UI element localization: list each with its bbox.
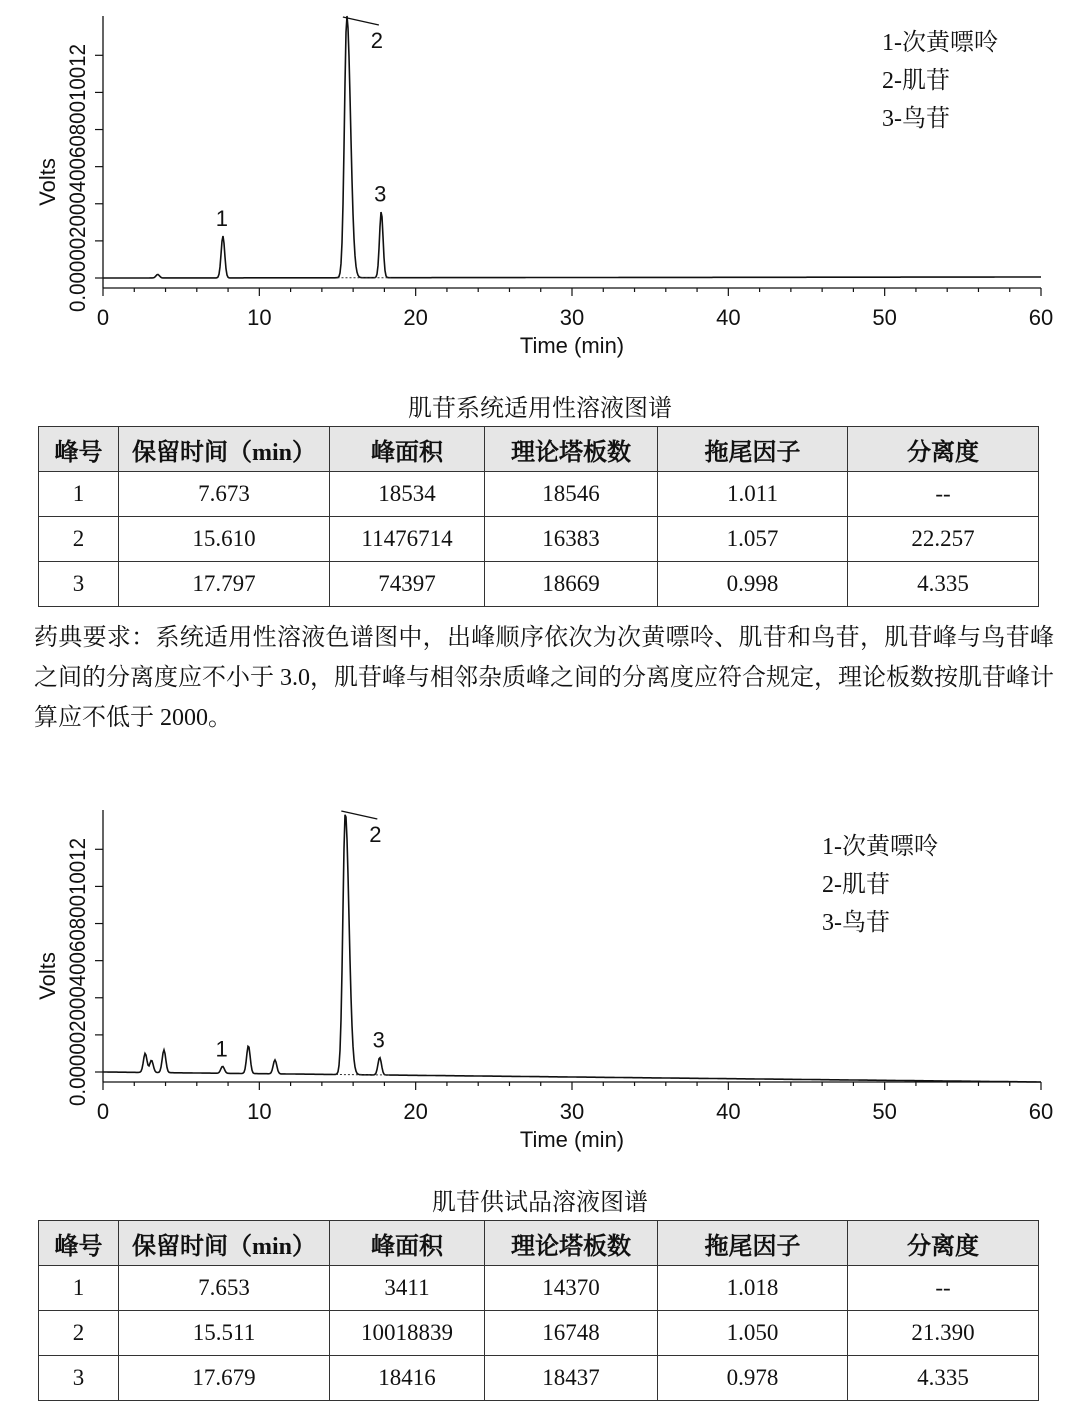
x-tick-label: 40	[716, 305, 741, 330]
cell: 0.998	[658, 562, 848, 607]
cell: 22.257	[848, 517, 1039, 562]
cell: 74397	[330, 562, 485, 607]
header-retention-time: 保留时间（min）	[119, 427, 330, 472]
x-tick-label: 40	[716, 1099, 741, 1124]
legend-item: 2-肌苷	[882, 68, 950, 94]
header-peak-area: 峰面积	[330, 427, 485, 472]
table-row	[39, 517, 1039, 562]
x-tick-label: 50	[872, 305, 897, 330]
chart-legend	[882, 24, 998, 138]
cell: 16748	[485, 1311, 658, 1356]
cell: 1.011	[658, 472, 848, 517]
table-header-row	[39, 427, 1039, 472]
peak-label: 2	[369, 822, 382, 847]
cell: 10018839	[330, 1311, 485, 1356]
cell: 2	[39, 1311, 119, 1356]
table-row	[39, 562, 1039, 607]
x-tick-label: 60	[1028, 305, 1054, 330]
chart-caption: 肌苷供试品溶液图谱	[432, 1190, 648, 1216]
pharmacopoeia-requirement-note: 药典要求：系统适用性溶液色谱图中，出峰顺序依次为次黄嘌呤、肌苷和鸟苷，肌苷峰与鸟苷峰之间的分离度应不小于 3.0，肌苷峰与相邻杂质峰之间的分离度应符合规定，理论板数按肌苷峰计算应不低于 2000。	[34, 625, 1054, 731]
header-tailing-factor: 拖尾因子	[658, 1221, 848, 1266]
header-peak-no: 峰号	[39, 1221, 119, 1266]
cell: 21.390	[848, 1311, 1039, 1356]
chromatogram-test-solution	[0, 794, 1080, 1164]
header-peak-area: 峰面积	[330, 1221, 485, 1266]
table-row	[39, 1311, 1039, 1356]
x-tick-label: 20	[403, 305, 428, 330]
peak-label: 2	[370, 28, 384, 53]
peak-label: 3	[372, 1027, 385, 1053]
cell: 4.335	[848, 562, 1039, 607]
table-row	[39, 472, 1039, 517]
x-tick-label: 60	[1028, 1099, 1054, 1124]
cell: 1.018	[658, 1266, 848, 1311]
cell: --	[848, 472, 1039, 517]
peak-label: 1	[215, 1036, 228, 1062]
x-tick-label: 10	[247, 305, 272, 330]
cell: 7.673	[119, 472, 330, 517]
header-theoretical-plates: 理论塔板数	[485, 1221, 658, 1266]
table-row	[39, 1356, 1039, 1401]
cell: 18669	[485, 562, 658, 607]
cell: 11476714	[330, 517, 485, 562]
cell: 17.679	[119, 1356, 330, 1401]
cell: 17.797	[119, 562, 330, 607]
cell: 4.335	[848, 1356, 1039, 1401]
table-row	[39, 1266, 1039, 1311]
header-peak-no: 峰号	[39, 427, 119, 472]
x-tick-label: 0	[96, 1099, 110, 1124]
cell: 3	[39, 562, 119, 607]
cell: 1	[39, 472, 119, 517]
cell: 1	[39, 1266, 119, 1311]
peak-label: 1	[215, 205, 229, 231]
x-axis-title: Time (min)	[519, 333, 625, 358]
cell: 1.057	[658, 517, 848, 562]
chromatogram-system-suitability	[0, 0, 1080, 370]
legend-item: 2-肌苷	[822, 872, 890, 898]
cell: 15.610	[119, 517, 330, 562]
header-resolution: 分离度	[848, 1221, 1039, 1266]
cell: 1.050	[658, 1311, 848, 1356]
chart-legend	[822, 828, 938, 942]
cell: 18534	[330, 472, 485, 517]
legend-item: 3-鸟苷	[822, 910, 890, 936]
x-axis-title: Time (min)	[519, 1127, 625, 1152]
x-tick-label: 20	[403, 1099, 428, 1124]
x-tick-label: 30	[559, 305, 585, 330]
x-tick-label: 30	[559, 1099, 585, 1124]
cell: 18546	[485, 472, 658, 517]
peak-label: 3	[374, 181, 387, 207]
cell: 15.511	[119, 1311, 330, 1356]
cell: 2	[39, 517, 119, 562]
header-retention-time: 保留时间（min）	[119, 1221, 330, 1266]
y-axis-title: Volts	[35, 952, 60, 1000]
legend-item: 1-次黄嘌呤	[882, 30, 998, 56]
x-tick-label: 50	[872, 1099, 897, 1124]
header-resolution: 分离度	[848, 427, 1039, 472]
cell: 18416	[330, 1356, 485, 1401]
x-tick-label: 10	[247, 1099, 272, 1124]
cell: 3	[39, 1356, 119, 1401]
legend-item: 1-次黄嘌呤	[822, 834, 938, 860]
x-tick-label: 0	[96, 305, 110, 330]
cell: 7.653	[119, 1266, 330, 1311]
cell: --	[848, 1266, 1039, 1311]
chart-caption: 肌苷系统适用性溶液图谱	[408, 396, 672, 422]
cell: 14370	[485, 1266, 658, 1311]
cell: 18437	[485, 1356, 658, 1401]
y-tick-labels: 0.0000020004006080010012	[65, 24, 90, 312]
cell: 0.978	[658, 1356, 848, 1401]
y-tick-labels: 0.0000020004006080010012	[65, 818, 90, 1106]
cell: 3411	[330, 1266, 485, 1311]
table-header-row	[39, 1221, 1039, 1266]
header-theoretical-plates: 理论塔板数	[485, 427, 658, 472]
y-axis-title: Volts	[35, 158, 60, 206]
results-table-2	[38, 1220, 1039, 1401]
header-tailing-factor: 拖尾因子	[658, 427, 848, 472]
results-table-1	[38, 426, 1039, 607]
legend-item: 3-鸟苷	[882, 106, 950, 132]
cell: 16383	[485, 517, 658, 562]
